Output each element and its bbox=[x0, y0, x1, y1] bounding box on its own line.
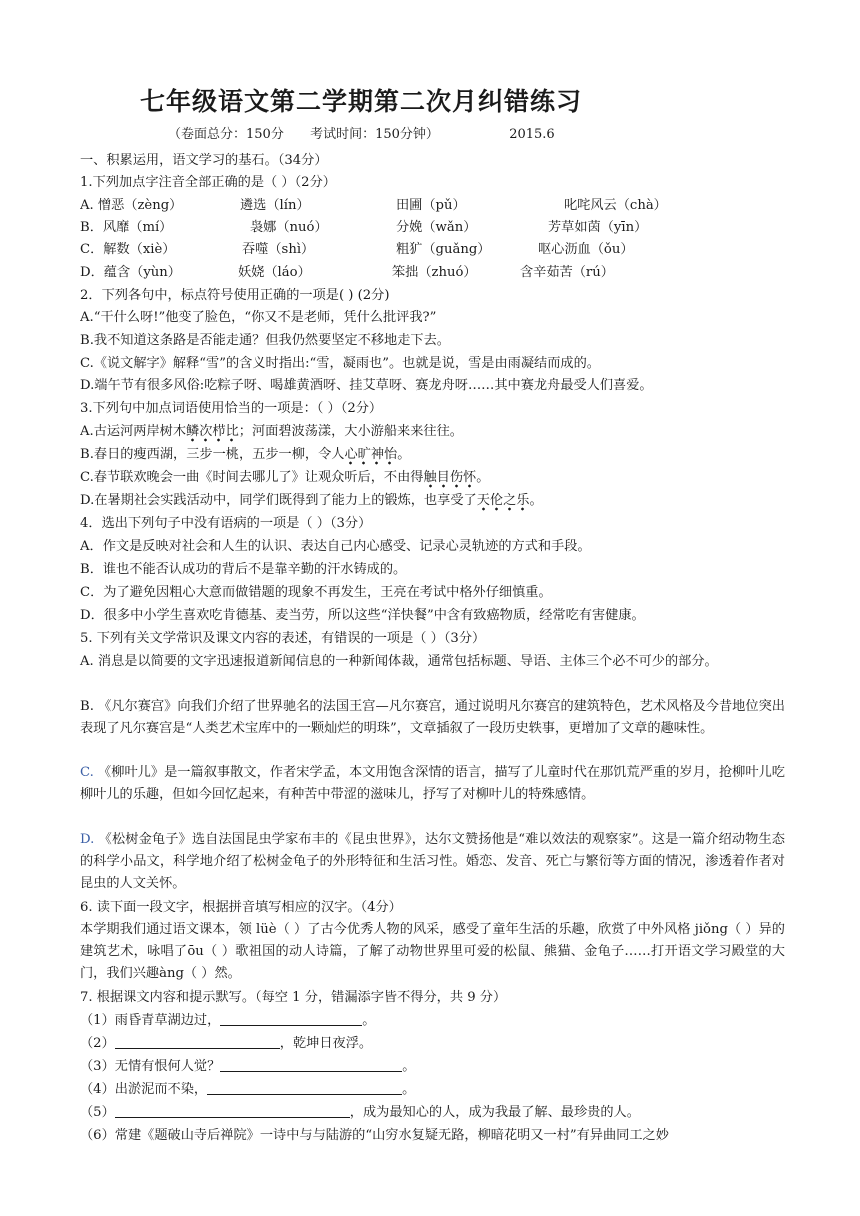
q5-d-text: 《松树金龟子》选自法国昆虫学家布丰的《昆虫世界》，达尔文赞扬他是“难以效法的观察家”。这是一篇介绍动物生态的科学小品文，科学地介绍了松树金龟子的外形特征和生活习性。婚恋、发音、死亡与繁衍等方面的情况，渗透着作者对昆虫的人文关怀。 bbox=[80, 832, 785, 891]
q7-4-end: 。 bbox=[402, 1082, 416, 1097]
q7-item-5 bbox=[80, 1102, 785, 1124]
q5-c-text: 《柳叶儿》是一篇叙事散文，作者宋学孟，本文用饱含深情的语言，描写了儿童时代在那饥荒严重的岁月，抢柳叶儿吃柳叶儿的乐趣，但如今回忆起来，有种苦中带涩的滋味儿，抒写了对柳叶儿的特殊感情。 bbox=[80, 765, 785, 802]
q3-d-text-end: 。 bbox=[529, 493, 543, 508]
q3-c-dotted-word: 触目伤怀 bbox=[424, 470, 477, 488]
q5-option-a: A. 消息是以简要的文字迅速报道新闻信息的一种新闻体裁，通常包括标题、导语、主体三个必不可少的部分。 bbox=[80, 654, 718, 669]
q1-d-3: 笨拙（zhuó） bbox=[392, 265, 477, 280]
exam-info bbox=[168, 123, 555, 142]
q7-item-1 bbox=[80, 1010, 785, 1032]
q3-b-dotted-word: 心旷神怡 bbox=[344, 447, 397, 465]
q1-b-3: 分娩（wǎn） bbox=[396, 220, 477, 235]
q1-a-4: 叱咤风云（chà） bbox=[564, 198, 667, 213]
q4-stem: 4．选出下列句子中没有语病的一项是（ ）（3分） bbox=[80, 516, 372, 531]
q1-a-1: A. 憎恶（zèng） bbox=[80, 198, 183, 213]
q7-1-blank[interactable] bbox=[220, 1011, 362, 1026]
q7-2-end: ，乾坤日夜浮。 bbox=[279, 1036, 373, 1051]
q7-4-blank[interactable] bbox=[207, 1080, 402, 1095]
q4-option-c: C．为了避免因粗心大意而做错题的现象不再发生，王亮在考试中格外仔细慎重。 bbox=[80, 585, 552, 600]
q1-d-2: 妖娆（láo） bbox=[238, 265, 311, 280]
q1-c-1: C．解数（xiè） bbox=[80, 242, 176, 257]
q2-stem: 2．下列各句中，标点符号使用正确的一项是( ) (2分) bbox=[80, 288, 390, 303]
q1-row-c bbox=[80, 239, 785, 261]
q7-1-end: 。 bbox=[362, 1013, 376, 1028]
q4-option-a: A．作文是反映对社会和人生的认识、表达自己内心感受、记录心灵轨迹的方式和手段。 bbox=[80, 539, 591, 554]
q1-a-2: 遴选（lín） bbox=[240, 198, 310, 213]
q1-b-1: B．风靡（mí） bbox=[80, 220, 173, 235]
q5-option-c bbox=[80, 762, 785, 806]
q3-b-text-end: 。 bbox=[397, 447, 411, 462]
q5-option-d bbox=[80, 829, 785, 895]
q7-3-end: 。 bbox=[402, 1059, 416, 1074]
q1-d-1: D．蕴含（yùn） bbox=[80, 265, 181, 280]
q3-a-text: A.古运河两岸树木 bbox=[80, 424, 187, 439]
q3-d-dotted-word: 天伦之乐 bbox=[477, 493, 530, 511]
q7-3-blank[interactable] bbox=[220, 1057, 402, 1072]
q1-a-3: 田圃（pǔ） bbox=[396, 198, 466, 213]
q1-d-4: 含辛茹苦（rú） bbox=[520, 265, 614, 280]
q4-option-d: D．很多中小学生喜欢吃肯德基、麦当劳，所以这些“洋快餐”中含有致癌物质，经常吃有害健康。 bbox=[80, 608, 645, 623]
q5-c-letter: C. bbox=[80, 765, 94, 780]
q1-c-2: 吞噬（shì） bbox=[242, 242, 315, 257]
q2-option-a: A.“干什么呀!”他变了脸色，“你又不是老师，凭什么批评我?” bbox=[80, 310, 437, 325]
q3-c-text-end: 。 bbox=[476, 470, 490, 485]
q3-option-d bbox=[80, 490, 785, 512]
q1-stem: 1.下列加点字注音全部正确的是（ ）（2分） bbox=[80, 175, 336, 190]
q1-row-a bbox=[80, 195, 785, 217]
q7-item-3 bbox=[80, 1056, 785, 1078]
q7-2-blank[interactable] bbox=[115, 1034, 280, 1049]
q4-option-b: B．谁也不能否认成功的背后不是靠辛勤的汗水铸成的。 bbox=[80, 562, 407, 577]
q7-item-4 bbox=[80, 1079, 785, 1101]
q7-2-prompt: （2） bbox=[80, 1036, 115, 1051]
q2-option-d: D.端午节有很多风俗:吃粽子呀、喝雄黄酒呀、挂艾草呀、赛龙舟呀……其中赛龙舟最受人们喜爱。 bbox=[80, 378, 653, 393]
q1-b-2: 袅娜（nuó） bbox=[250, 220, 328, 235]
time-info: 考试时间：150分钟） bbox=[310, 127, 439, 142]
q7-5-blank[interactable] bbox=[115, 1103, 350, 1118]
q3-option-b bbox=[80, 444, 785, 466]
q3-stem: 3.下列句中加点词语使用恰当的一项是：（ ）（2分） bbox=[80, 401, 383, 416]
q1-c-3: 粗犷（guǎng） bbox=[396, 242, 491, 257]
q7-stem: 7. 根据课文内容和提示默写。（每空 1 分，错漏添字皆不得分，共 9 分） bbox=[80, 990, 507, 1005]
q7-5-prompt: （5） bbox=[80, 1105, 115, 1120]
q5-stem: 5. 下列有关文学常识及课文内容的表述，有错误的一项是（ ）（3分） bbox=[80, 631, 486, 646]
q3-c-text: C.春节联欢晚会一曲《时间去哪儿了》让观众听后，不由得 bbox=[80, 470, 424, 485]
q3-a-dotted-word: 鳞次栉比 bbox=[186, 424, 239, 442]
q1-c-4: 呕心沥血（ǒu） bbox=[538, 242, 634, 257]
q7-5-end: ，成为最知心的人，成为我最了解、最珍贵的人。 bbox=[349, 1105, 640, 1120]
q3-d-text: D.在暑期社会实践活动中，同学们既得到了能力上的锻炼，也享受了 bbox=[80, 493, 477, 508]
q5-d-letter: D. bbox=[80, 832, 95, 847]
q7-item-2 bbox=[80, 1033, 785, 1055]
q2-option-c: C.《说文解字》解释“雪”的含义时指出:“雪，凝雨也”。也就是说，雪是由雨凝结而成的。 bbox=[80, 356, 600, 371]
q1-row-d bbox=[80, 262, 785, 284]
q3-option-a bbox=[80, 421, 785, 443]
q6-passage: 本学期我们通过语文课本，领 lüè（ ）了古今优秀人物的风采，感受了童年生活的乐趣，欣赏了中外风格 jiǒng（ ）异的建筑艺术，咏唱了ōu（ ）歌祖国的动人诗篇，了解了动物世界里可爱的松鼠、熊猫、金龟子……打开语文学习殿堂的大门，我们兴趣àng（ ）然。 bbox=[80, 922, 785, 981]
score-info: （卷面总分：150分 bbox=[168, 127, 284, 142]
q6-stem: 6. 读下面一段文字，根据拼音填写相应的汉字。（4分） bbox=[80, 900, 402, 915]
q7-item-6: （6）常建《题破山寺后禅院》一诗中与与陆游的“山穷水复疑无路，柳暗花明又一村”有异曲同工之妙 bbox=[80, 1128, 669, 1143]
q3-option-c bbox=[80, 467, 785, 489]
q7-3-prompt: （3）无情有恨何人觉？ bbox=[80, 1059, 221, 1074]
q2-option-b: B.我不知道这条路是否能走通？但我仍然要坚定不移地走下去。 bbox=[80, 333, 450, 348]
q7-4-prompt: （4）出淤泥而不染， bbox=[80, 1082, 208, 1097]
q1-row-b bbox=[80, 217, 785, 239]
q5-option-b: B. 《凡尔赛宫》向我们介绍了世界驰名的法国王宫—凡尔赛宫，通过说明凡尔赛宫的建筑特色，艺术风格及今昔地位突出表现了凡尔赛宫是“人类艺术宝库中的一颗灿烂的明珠”，文章插叙了一段历史轶事，更增加了文章的趣味性。 bbox=[80, 699, 785, 736]
q3-a-text-end: ；河面碧波荡漾，大小游船来来往往。 bbox=[238, 424, 463, 439]
exam-date: 2015.6 bbox=[509, 127, 555, 142]
section-heading: 一、积累运用，语文学习的基石。（34分） bbox=[80, 153, 328, 168]
q7-1-prompt: （1）雨昏青草湖边过， bbox=[80, 1013, 221, 1028]
page-title: 七年级语文第二学期第二次月纠错练习 bbox=[140, 87, 583, 116]
q3-b-text: B.春日的瘦西湖，三步一桃，五步一柳，令人 bbox=[80, 447, 345, 462]
q1-b-4: 芳草如茵（yīn） bbox=[548, 220, 648, 235]
